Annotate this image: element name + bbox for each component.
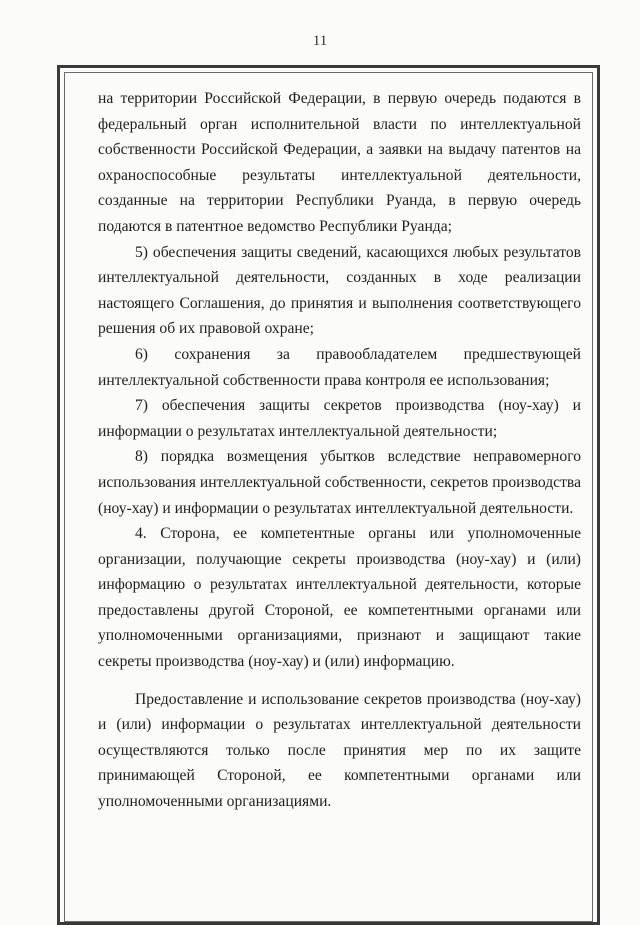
page-number: 11 bbox=[312, 33, 328, 49]
paragraph-clause-4: 4. Сторона, ее компетентные органы или уполномоченные организации, получающие секреты производства (ноу-хау) и (или) информацию о результатах интеллектуальной деятельности, которые предоставлены другой Стороной, ее компетентными органами или уполномоченными организациями, признают и защищают такие секреты производства (ноу-хау) и (или) информацию. bbox=[98, 525, 581, 671]
paragraph-item-7: 7) обеспечения защиты секретов производства (ноу-хау) и информации о результатах интеллектуальной деятельности; bbox=[98, 397, 581, 440]
document-body bbox=[98, 86, 581, 815]
paragraph-provision: Предоставление и использование секретов производства (ноу-хау) и (или) информации о результатах интеллектуальной деятельности осуществляются только после принятия мер по их защите принимающей Стороной, ее компетентными органами или уполномоченными организациями. bbox=[98, 690, 581, 811]
paragraph-item-8: 8) порядка возмещения убытков вследствие неправомерного использования интеллектуальной собственности, секретов производства (ноу-хау) и информации о результатах интеллектуальной деятельности. bbox=[98, 448, 581, 517]
paragraph-continuation: на территории Российской Федерации, в первую очередь подаются в федеральный орган исполнительной власти по интеллектуальной собственности Российской Федерации, а заявки на выдачу патентов на охраноспособные результаты интеллектуальной деятельности, созданные на территории Республики Руанда, в первую очередь подаются в патентное ведомство Республики Руанда; bbox=[98, 90, 581, 235]
paragraph-item-5: 5) обеспечения защиты сведений, касающихся любых результатов интеллектуальной деятельности, созданных в ходе реализации настоящего Соглашения, до принятия и выполнения соответствующего решения об их правовой охране; bbox=[98, 243, 581, 338]
paragraph-item-6: 6) сохранения за правообладателем предшествующей интеллектуальной собственности права контроля ее использования; bbox=[98, 345, 581, 389]
